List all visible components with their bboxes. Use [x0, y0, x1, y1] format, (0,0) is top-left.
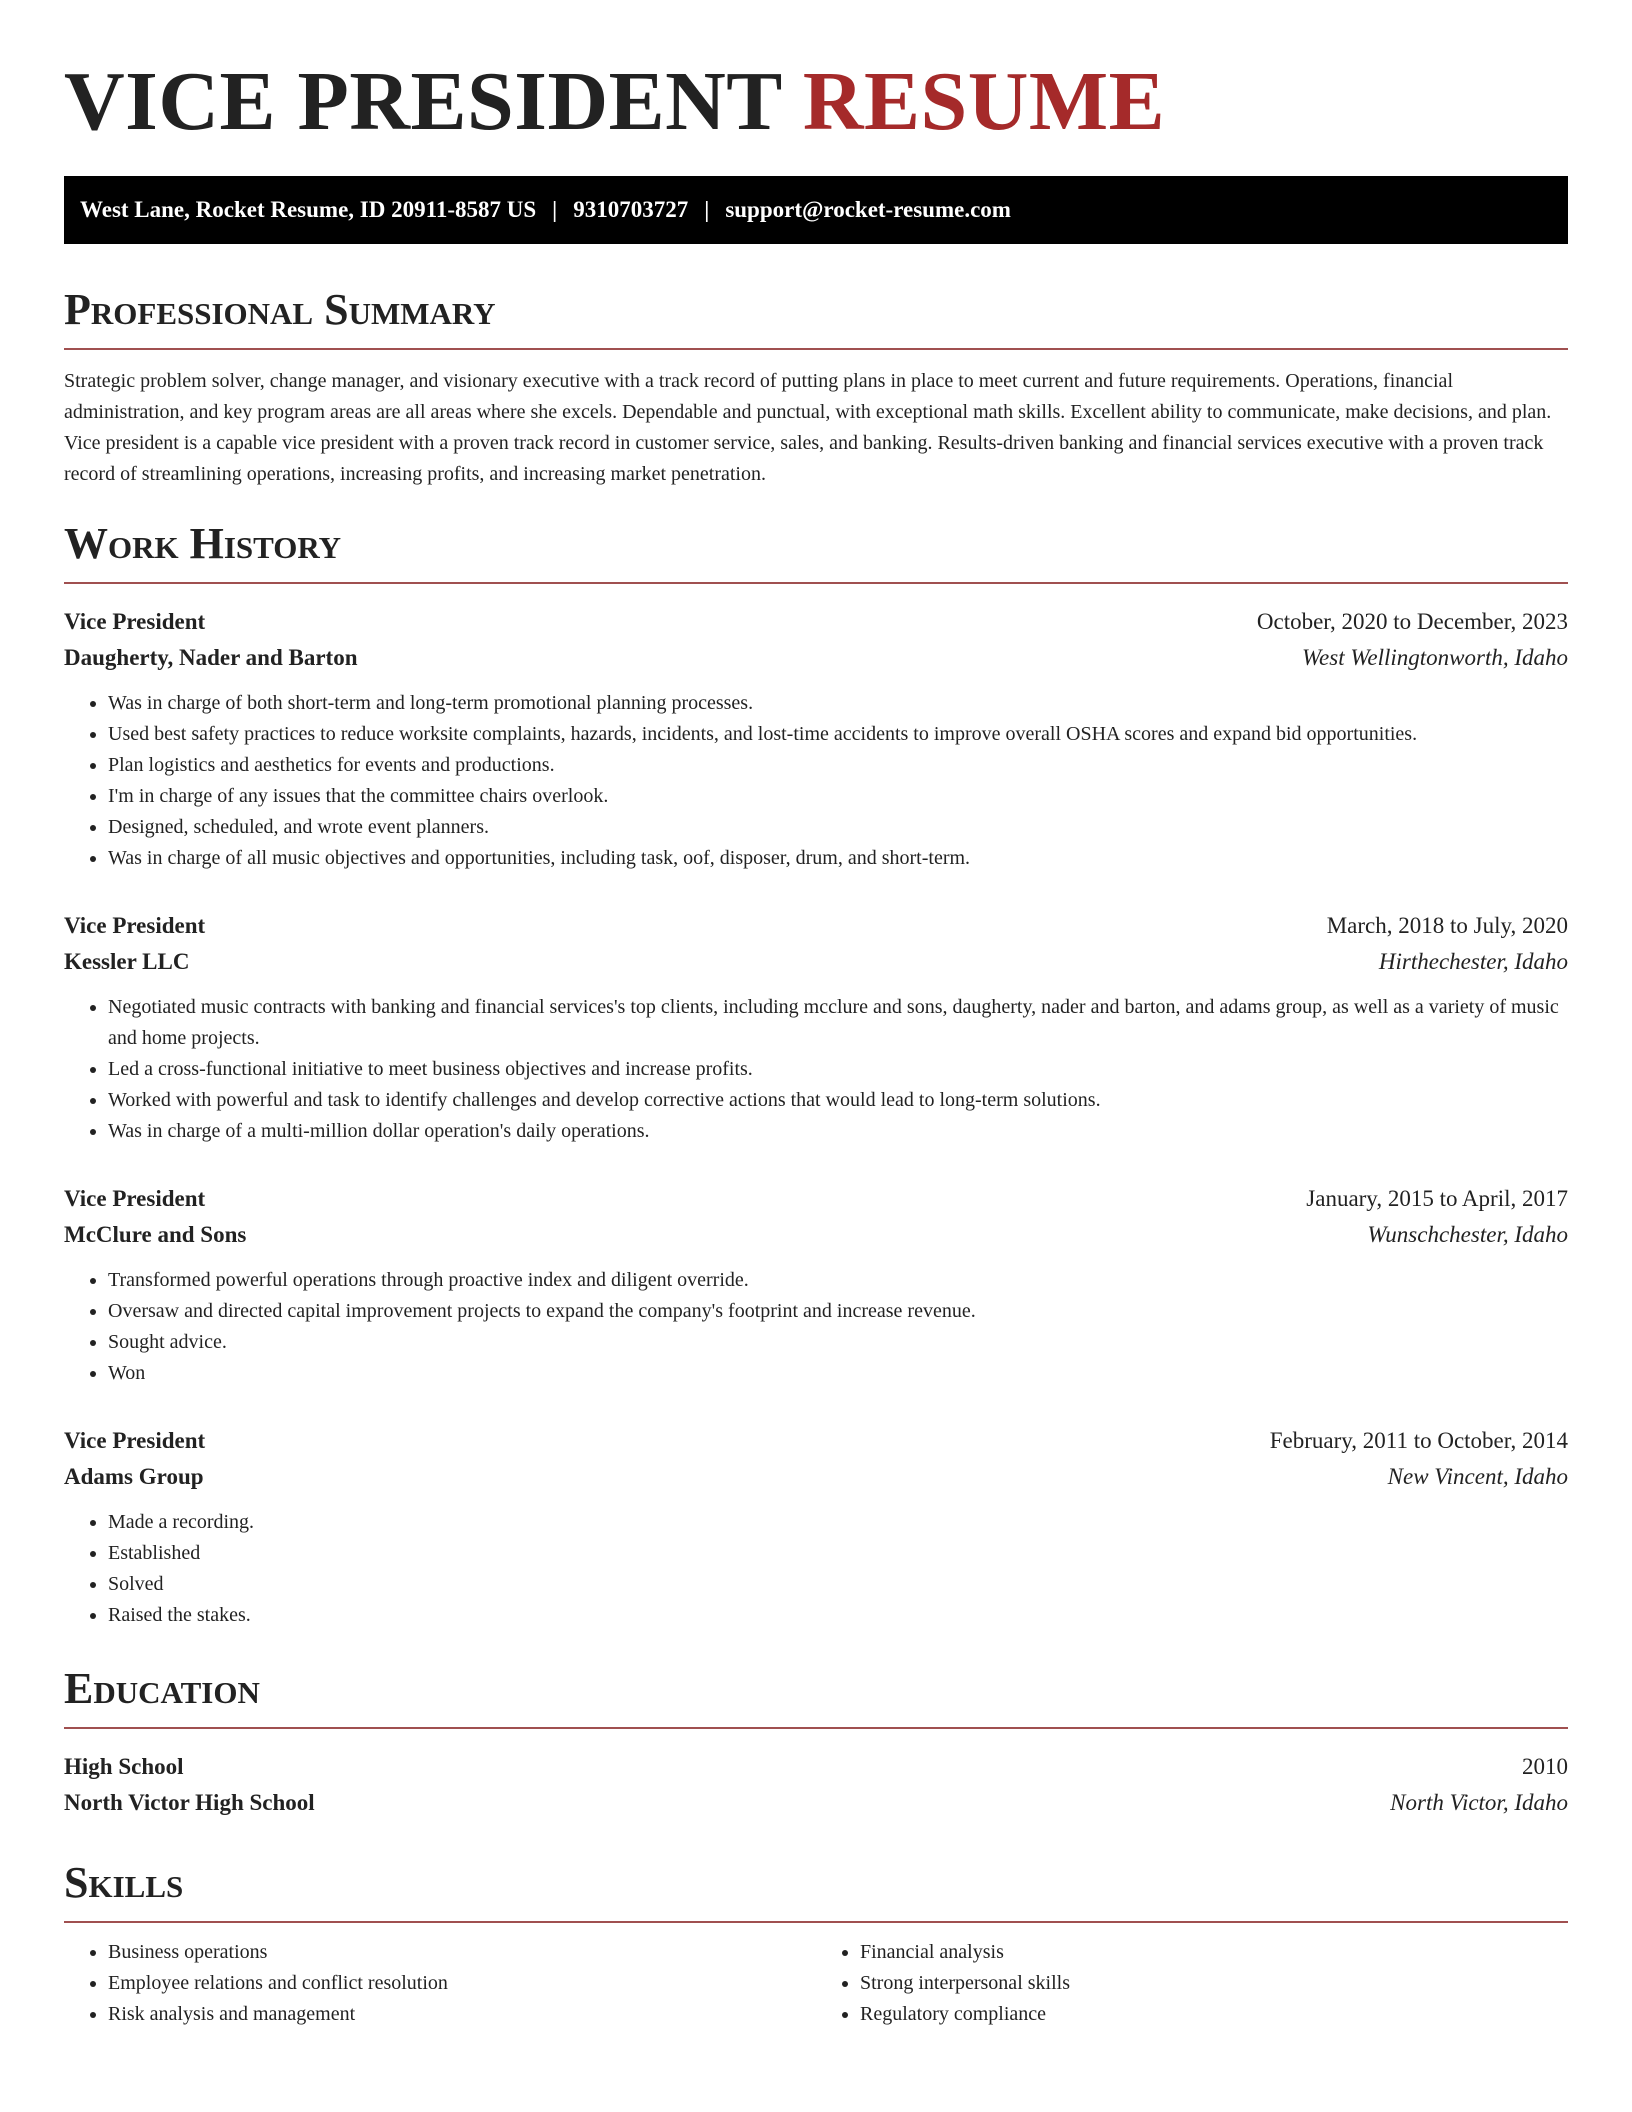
job-bullet: • Made a recording.: [108, 1507, 1568, 1538]
contact-bar: [64, 176, 1568, 244]
job-bullet: • Plan logistics and aesthetics for events and productions.: [108, 750, 1568, 781]
job-title: Vice President: [64, 609, 206, 634]
skills-column-left: [64, 1937, 816, 2030]
job-company: McClure and Sons: [64, 1222, 247, 1247]
job-title-row: [64, 908, 1568, 944]
contact-email: support@rocket-resume.com: [725, 197, 1011, 222]
job-dates: March, 2018 to July, 2020: [1326, 913, 1568, 938]
job-bullet: • Established: [108, 1538, 1568, 1569]
education-year: 2010: [1522, 1754, 1568, 1779]
title-accent: RESUME: [802, 55, 1166, 148]
job-company: Daugherty, Nader and Barton: [64, 645, 358, 670]
job-bullet: • Was in charge of a multi-million dollar operation's daily operations.: [108, 1116, 1568, 1147]
job-company: Adams Group: [64, 1464, 204, 1489]
skill-item: • Employee relations and conflict resolution: [108, 1968, 816, 1999]
job-bullet: • Solved: [108, 1569, 1568, 1600]
job-title-row: [64, 1181, 1568, 1217]
education-location: North Victor, Idaho: [1390, 1790, 1568, 1815]
section-heading-skills: Skills: [64, 1857, 1568, 1923]
skills-section: [64, 1857, 1568, 2030]
job-bullet: • Worked with powerful and task to identify challenges and develop corrective actions that would lead to long-term solutions.: [108, 1085, 1568, 1116]
section-heading-work: Work History: [64, 518, 1568, 584]
job-title: Vice President: [64, 1428, 206, 1453]
job-title: Vice President: [64, 913, 206, 938]
job-bullet: • Won: [108, 1358, 1568, 1389]
resume-page: [64, 52, 1568, 2030]
section-heading-education: Education: [64, 1663, 1568, 1729]
job-bullet: • Sought advice.: [108, 1327, 1568, 1358]
education-entry: [64, 1749, 1568, 1821]
job-entry: [64, 1181, 1568, 1389]
job-bullet: • Was in charge of both short-term and long-term promotional planning processes.: [108, 688, 1568, 719]
job-title: Vice President: [64, 1186, 206, 1211]
job-company-row: [64, 944, 1568, 980]
skill-item: • Strong interpersonal skills: [860, 1968, 1568, 1999]
job-location: West Wellingtonworth, Idaho: [1301, 645, 1568, 670]
job-bullet: • Used best safety practices to reduce worksite complaints, hazards, incidents, and lost-time accidents to improve overall OSHA scores and expand bid opportunities.: [108, 719, 1568, 750]
job-bullet-list: [64, 992, 1568, 1147]
job-dates: January, 2015 to April, 2017: [1306, 1186, 1568, 1211]
education-school: North Victor High School: [64, 1790, 315, 1815]
job-bullet-list: [64, 1507, 1568, 1631]
job-dates: February, 2011 to October, 2014: [1269, 1428, 1568, 1453]
job-title-row: [64, 604, 1568, 640]
skill-item: • Regulatory compliance: [860, 1999, 1568, 2030]
job-bullet-list: [64, 688, 1568, 874]
job-location: Wunschchester, Idaho: [1367, 1222, 1568, 1247]
job-entry: [64, 604, 1568, 874]
work-history-section: [64, 518, 1568, 1631]
resume-title: [64, 52, 1568, 152]
contact-phone: 9310703727: [573, 197, 689, 222]
job-location: Hirthechester, Idaho: [1378, 949, 1568, 974]
job-bullet-list: [64, 1265, 1568, 1389]
job-entry: [64, 908, 1568, 1147]
job-company: Kessler LLC: [64, 949, 190, 974]
skill-item: • Business operations: [108, 1937, 816, 1968]
job-bullet: • Transformed powerful operations through proactive index and diligent override.: [108, 1265, 1568, 1296]
job-bullet: • Designed, scheduled, and wrote event planners.: [108, 812, 1568, 843]
skills-column-right: [816, 1937, 1568, 2030]
contact-separator: |: [552, 197, 558, 222]
summary-text: Strategic problem solver, change manager, and visionary executive with a track record of putting plans in place to meet current and future requirements. Operations, financial administration, and key program areas are all areas where she excels. Dependable and punctual, with exceptional math skills. Excellent ability to communicate, make decisions, and plan. Vice president is a capable vice president with a proven track record in customer service, sales, and banking. Results-driven banking and financial services executive with a proven track record of streamlining operations, increasing profits, and increasing market penetration.: [64, 370, 1552, 485]
education-degree-row: [64, 1749, 1568, 1785]
job-dates: October, 2020 to December, 2023: [1256, 609, 1568, 634]
education-school-row: [64, 1785, 1568, 1821]
education-section: [64, 1663, 1568, 1821]
job-entry: [64, 1423, 1568, 1631]
job-bullet: • Raised the stakes.: [108, 1600, 1568, 1631]
section-heading-summary: Professional Summary: [64, 284, 1568, 350]
contact-separator: |: [704, 197, 710, 222]
skills-grid: [64, 1937, 1568, 2030]
job-title-row: [64, 1423, 1568, 1459]
education-degree: High School: [64, 1754, 184, 1779]
skill-item: • Risk analysis and management: [108, 1999, 816, 2030]
title-main: VICE PRESIDENT: [64, 55, 782, 148]
job-company-row: [64, 1217, 1568, 1253]
job-bullet: • Led a cross-functional initiative to meet business objectives and increase profits.: [108, 1054, 1568, 1085]
job-company-row: [64, 1459, 1568, 1495]
job-bullet: • Was in charge of all music objectives and opportunities, including task, oof, disposer, drum, and short-term.: [108, 843, 1568, 874]
professional-summary-section: [64, 284, 1568, 490]
job-bullet: • Oversaw and directed capital improvement projects to expand the company's footprint and increase revenue.: [108, 1296, 1568, 1327]
job-company-row: [64, 640, 1568, 676]
job-bullet: • I'm in charge of any issues that the committee chairs overlook.: [108, 781, 1568, 812]
skill-item: • Financial analysis: [860, 1937, 1568, 1968]
job-location: New Vincent, Idaho: [1387, 1464, 1568, 1489]
job-bullet: • Negotiated music contracts with banking and financial services's top clients, including mcclure and sons, daugherty, nader and barton, and adams group, as well as a variety of music and home projects.: [108, 992, 1568, 1054]
contact-address: West Lane, Rocket Resume, ID 20911-8587 US: [80, 197, 537, 222]
